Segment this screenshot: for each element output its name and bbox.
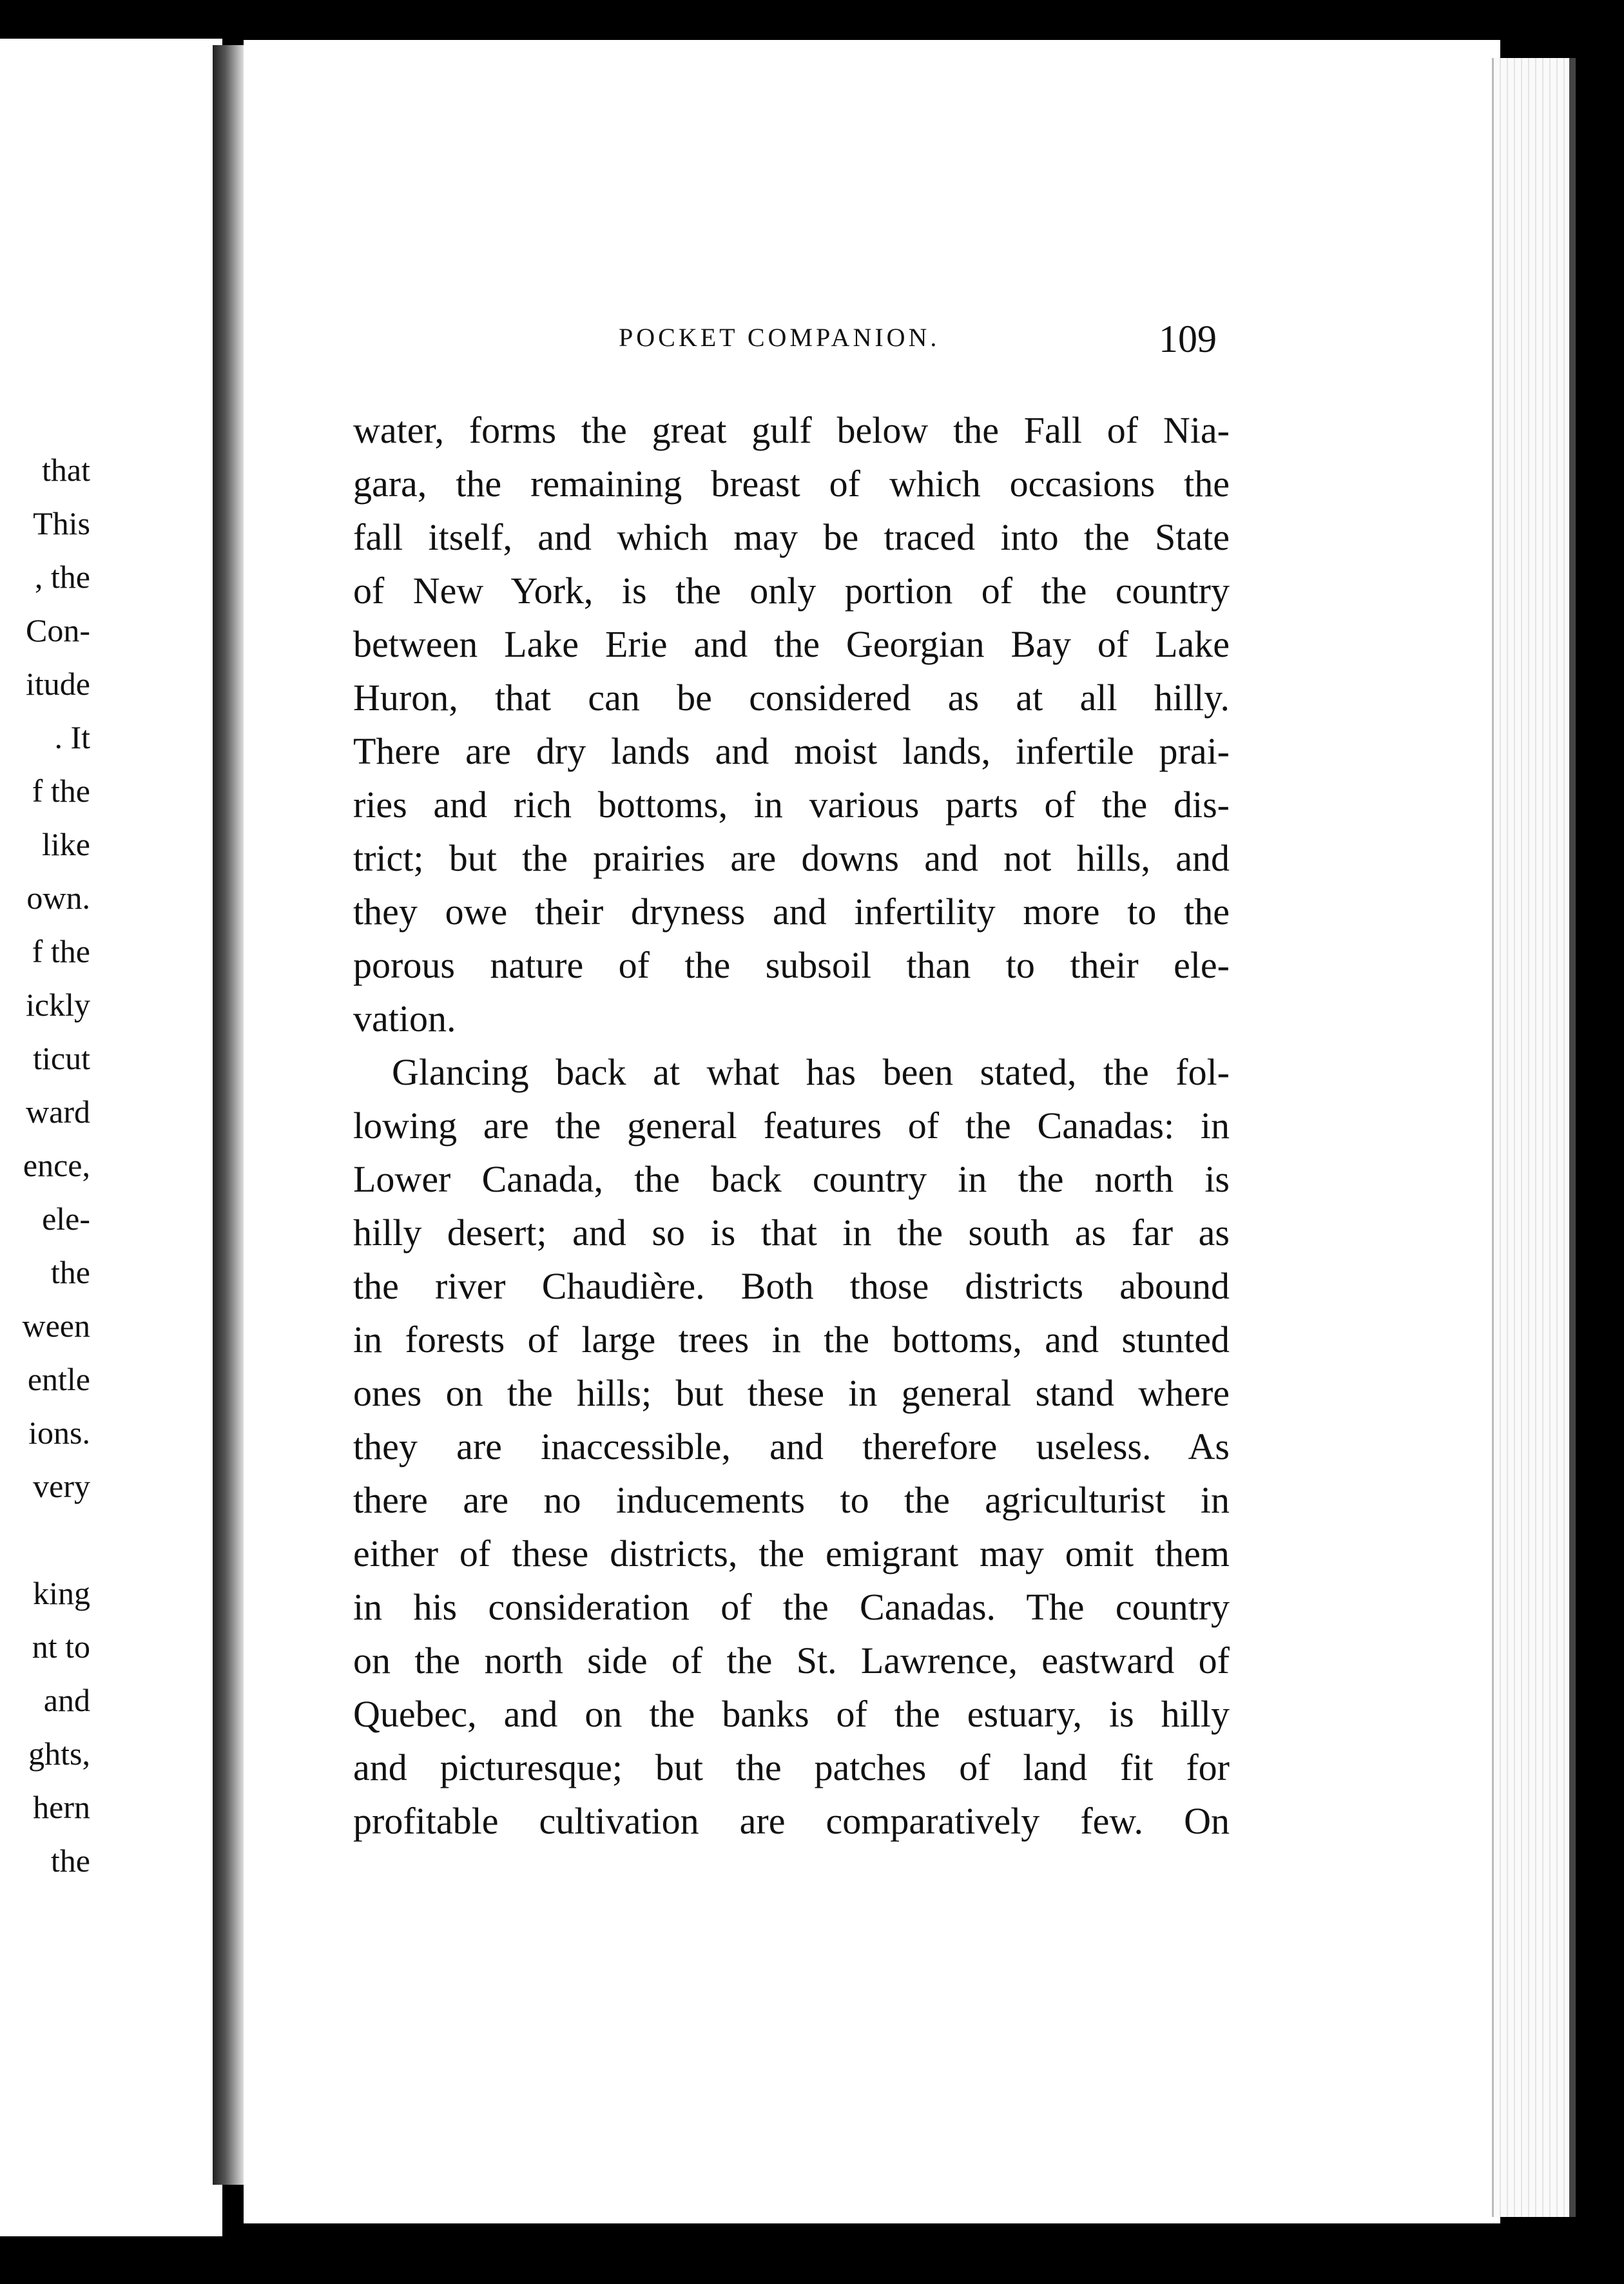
- text-line: water, forms the great gulf below the Fall of Nia-: [353, 409, 1230, 451]
- page-edge-border: [1569, 58, 1576, 2217]
- text-line: lowing are the general features of the Canadas: in: [353, 1105, 1230, 1147]
- left-line: king: [33, 1575, 90, 1611]
- page-edge: [1492, 58, 1571, 2217]
- running-head: POCKET COMPANION.: [619, 323, 940, 352]
- left-line: the: [50, 1254, 90, 1290]
- text-line: Huron, that can be considered as at all hilly.: [353, 677, 1230, 719]
- left-line: ghts,: [28, 1736, 90, 1772]
- left-line: itude: [26, 666, 90, 702]
- text-line: Glancing back at what has been stated, the fol-: [392, 1051, 1230, 1093]
- text-line: hilly desert; and so is that in the south as far as: [353, 1212, 1230, 1253]
- left-line: and: [43, 1682, 90, 1718]
- left-line: [23, 1513, 91, 1567]
- text-line: there are no inducements to the agriculturist in: [353, 1479, 1230, 1521]
- left-line: entle: [27, 1361, 90, 1397]
- left-line: f the: [32, 933, 90, 969]
- text-line: in his consideration of the Canadas. The country: [353, 1586, 1230, 1628]
- left-line: ween: [22, 1308, 90, 1344]
- left-line: ions.: [28, 1415, 90, 1451]
- text-line: porous nature of the subsoil than to their ele-: [353, 944, 1230, 986]
- text-line: vation.: [353, 998, 456, 1040]
- body-text: [353, 403, 1230, 1848]
- text-line: they owe their dryness and infertility more to the: [353, 891, 1230, 933]
- left-line: Con-: [26, 612, 90, 648]
- left-line: own.: [26, 880, 90, 916]
- text-line: and picturesque; but the patches of land fit for: [353, 1747, 1230, 1788]
- text-line: Quebec, and on the banks of the estuary, is hilly: [353, 1693, 1230, 1735]
- text-line: gara, the remaining breast of which occasions the: [353, 463, 1230, 505]
- left-line: ele-: [42, 1201, 90, 1237]
- text-line: on the north side of the St. Lawrence, eastward of: [353, 1640, 1230, 1681]
- text-line: of New York, is the only portion of the country: [353, 570, 1230, 612]
- text-line: ones on the hills; but these in general stand where: [353, 1372, 1230, 1414]
- left-line: f the: [32, 773, 90, 809]
- page-number: 109: [1159, 318, 1217, 360]
- left-line: the: [50, 1843, 90, 1879]
- left-line: ticut: [33, 1040, 90, 1076]
- text-line: profitable cultivation are comparatively few. On: [353, 1800, 1230, 1842]
- book-gutter: [213, 45, 244, 2185]
- text-line: trict; but the prairies are downs and not hills, and: [353, 837, 1230, 879]
- left-line: ward: [26, 1094, 90, 1130]
- text-line: fall itself, and which may be traced into the State: [353, 516, 1230, 558]
- text-line: ries and rich bottoms, in various parts of the dis-: [353, 784, 1230, 826]
- left-page: [0, 39, 222, 2236]
- left-line: very: [33, 1468, 90, 1504]
- text-line: they are inaccessible, and therefore useless. As: [353, 1426, 1230, 1467]
- text-line: Lower Canada, the back country in the north is: [353, 1158, 1230, 1200]
- left-line: that: [42, 452, 90, 488]
- left-line: nt to: [32, 1629, 90, 1665]
- left-line: ence,: [23, 1147, 90, 1183]
- text-line: in forests of large trees in the bottoms, and stunted: [353, 1319, 1230, 1360]
- left-line: ickly: [26, 987, 90, 1023]
- left-line: like: [42, 826, 90, 862]
- text-line: between Lake Erie and the Georgian Bay of Lake: [353, 623, 1230, 665]
- left-line: . It: [54, 719, 90, 755]
- left-line: This: [33, 505, 90, 541]
- text-line: either of these districts, the emigrant may omit them: [353, 1533, 1230, 1574]
- left-page-text: [23, 443, 91, 1888]
- text-line: There are dry lands and moist lands, infertile prai-: [353, 730, 1230, 772]
- left-line: , the: [34, 559, 90, 595]
- left-line: hern: [33, 1789, 90, 1825]
- text-line: the river Chaudière. Both those districts abound: [353, 1265, 1230, 1307]
